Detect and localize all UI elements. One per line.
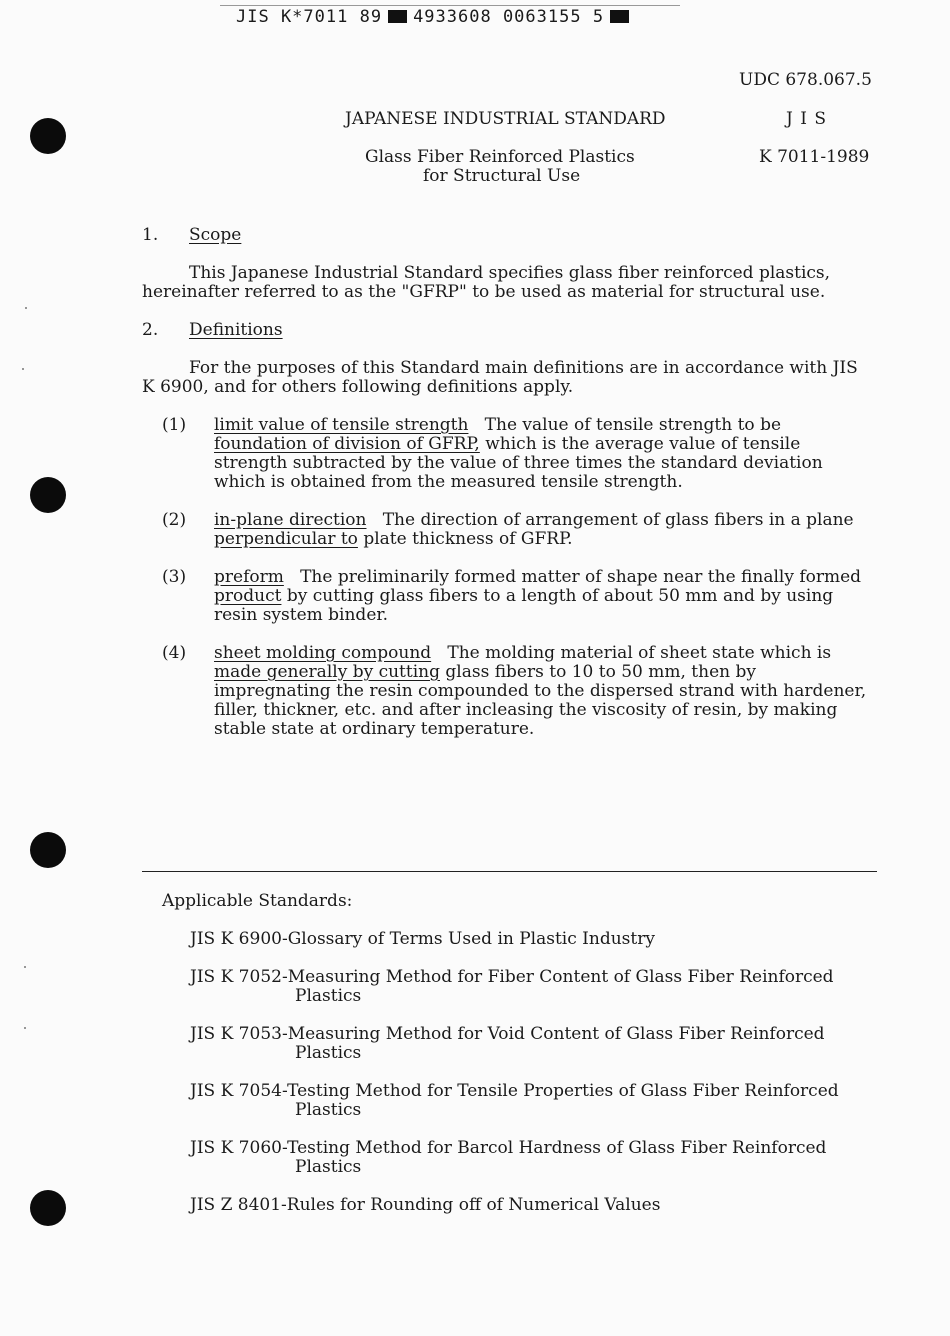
definition-line: resin system binder. [214, 605, 389, 625]
punch-hole [30, 477, 66, 513]
org-title: JAPANESE INDUSTRIAL STANDARD [345, 109, 666, 129]
scan-top-line [220, 5, 680, 6]
definition-line: which is obtained from the measured tensile strength. [214, 472, 683, 492]
definition-second-line [214, 530, 572, 549]
definition-number: (3) [162, 567, 187, 587]
body-line: For the purposes of this Standard main definitions are in accordance with JIS [189, 358, 858, 378]
definition-first-line [214, 511, 854, 530]
definition-underlined: product [214, 586, 282, 606]
punch-hole [30, 118, 66, 154]
scan-speck [25, 307, 27, 309]
applicable-item: JIS K 7052-Measuring Method for Fiber Content of Glass Fiber Reinforced [190, 967, 834, 987]
applicable-title: Applicable Standards: [162, 891, 353, 911]
definition-line: stable state at ordinary temperature. [214, 719, 535, 739]
punch-hole [30, 832, 66, 868]
definition-first-line [214, 644, 831, 663]
definition-underlined: made generally by cutting [214, 662, 440, 682]
applicable-item: JIS K 7060-Testing Method for Barcol Hardness of Glass Fiber Reinforced [190, 1138, 827, 1158]
jis-mark: J I S [786, 109, 827, 129]
doc-title-line2: for Structural Use [423, 166, 581, 186]
definition-text: The direction of arrangement of glass fibers in a plane [382, 510, 854, 530]
definition-term: sheet molding compound [214, 643, 432, 663]
punch-hole [30, 1190, 66, 1226]
scan-speck [22, 368, 24, 370]
section-heading-definitions: Definitions [189, 320, 283, 340]
definition-second-line [214, 663, 756, 682]
definition-underlined: foundation of division of GFRP, [214, 434, 480, 454]
udc-code: UDC 678.067.5 [739, 70, 872, 90]
applicable-item-cont: Plastics [295, 1043, 362, 1063]
body-line: K 6900, and for others following definitions apply. [142, 377, 574, 397]
definition-number: (2) [162, 510, 187, 530]
definition-first-line [214, 568, 861, 587]
scan-header-block [610, 10, 629, 23]
applicable-item: JIS K 6900-Glossary of Terms Used in Plastic Industry [190, 929, 655, 949]
definition-text: glass fibers to 10 to 50 mm, then by [440, 662, 756, 682]
applicable-item: JIS K 7054-Testing Method for Tensile Properties of Glass Fiber Reinforced [190, 1081, 839, 1101]
applicable-item-cont: Plastics [295, 1100, 362, 1120]
scan-header-code: JIS K*7011 89 [236, 7, 383, 27]
scan-header [236, 8, 635, 27]
applicable-item-cont: Plastics [295, 986, 362, 1006]
definition-text: by cutting glass fibers to a length of about 50 mm and by using [281, 586, 834, 606]
definition-second-line [214, 587, 833, 606]
body-line: This Japanese Industrial Standard specifies glass fiber reinforced plastics, [189, 263, 831, 283]
definition-term: preform [214, 567, 284, 587]
definition-number: (1) [162, 415, 187, 435]
applicable-item: JIS Z 8401-Rules for Rounding off of Numerical Values [190, 1195, 661, 1215]
definition-text: The molding material of sheet state which is [447, 643, 832, 663]
definition-underlined: perpendicular to [214, 529, 358, 549]
scan-header-block [388, 10, 407, 23]
definition-text: plate thickness of GFRP. [357, 529, 573, 549]
section-heading-scope: Scope [189, 225, 242, 245]
definition-term: limit value of tensile strength [214, 415, 469, 435]
scan-speck [24, 1027, 26, 1029]
definition-line: impregnating the resin compounded to the dispersed strand with hardener, [214, 681, 867, 701]
applicable-item: JIS K 7053-Measuring Method for Void Content of Glass Fiber Reinforced [190, 1024, 825, 1044]
section-number: 1. [142, 225, 159, 245]
definition-number: (4) [162, 643, 187, 663]
scan-speck [24, 966, 26, 968]
scan-header-serial: 4933608 0063155 5 [413, 7, 605, 27]
definition-line: strength subtracted by the value of three times the standard deviation [214, 453, 823, 473]
definition-text: The value of tensile strength to be [484, 415, 782, 435]
applicable-item-cont: Plastics [295, 1157, 362, 1177]
section-number: 2. [142, 320, 159, 340]
definition-second-line [214, 435, 800, 454]
definition-line: filler, thickner, etc. and after incleasing the viscosity of resin, by making [214, 700, 838, 720]
definition-first-line [214, 416, 781, 435]
definition-term: in-plane direction [214, 510, 367, 530]
doc-title-line1: Glass Fiber Reinforced Plastics [365, 147, 635, 167]
footnote-divider [142, 871, 877, 872]
definition-text: The preliminarily formed matter of shape near the finally formed [300, 567, 862, 587]
body-line: hereinafter referred to as the "GFRP" to be used as material for structural use. [142, 282, 826, 302]
doc-number: K 7011-1989 [759, 147, 870, 167]
definition-text: which is the average value of tensile [479, 434, 801, 454]
